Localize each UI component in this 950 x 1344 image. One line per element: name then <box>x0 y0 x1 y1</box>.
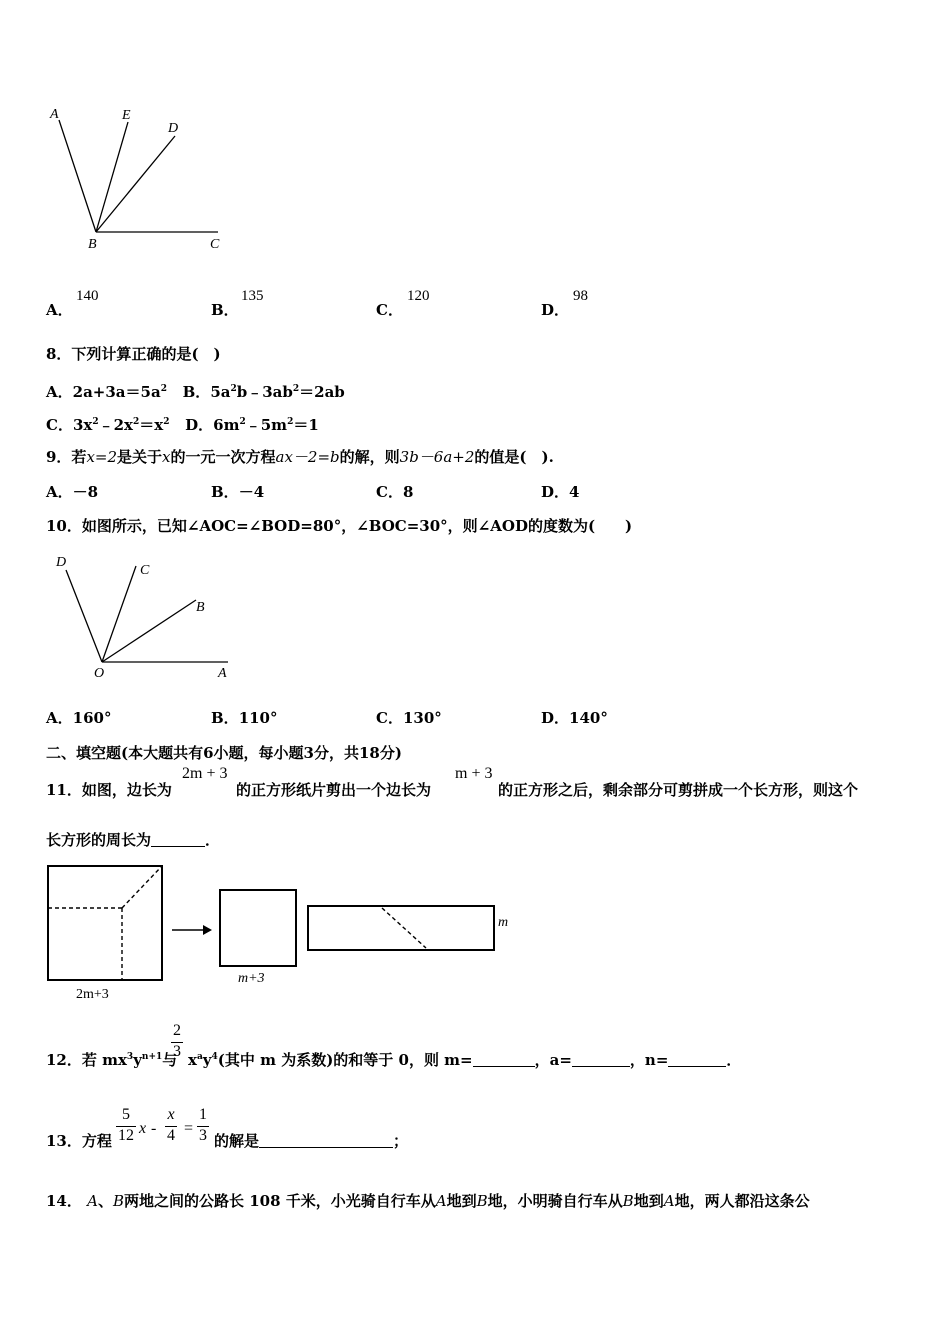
q10-option-c-value: 130° <box>402 709 442 727</box>
q9-mid3: 的解，则 <box>339 448 400 466</box>
q8-option-d-text: ＝1 <box>293 416 319 434</box>
q14-text4: 地到 <box>633 1192 664 1210</box>
q13-prefix: 13．方程 <box>46 1132 112 1150</box>
q9-option-a[interactable] <box>46 482 98 502</box>
q11-side1: 2m + 3 <box>182 765 228 782</box>
q10-option-b-letter[interactable]: B． <box>211 709 239 727</box>
q12-a-blank[interactable] <box>572 1052 630 1067</box>
q14-B2: B <box>476 1192 488 1210</box>
q13-f3-num: 1 <box>199 1106 207 1123</box>
q13-end: ； <box>393 1132 409 1150</box>
q9-option-c-value: 8 <box>402 483 414 501</box>
q9-x-eq: x=2 <box>86 448 118 466</box>
q12-suffix: (其中 m 为系数)的和等于 0，则 m= <box>217 1051 473 1069</box>
q8-option-c-text: ＝x <box>139 416 164 434</box>
q8-option-b-letter[interactable]: B． <box>182 383 211 401</box>
q14-text1: 两地之间的公路长 108 千米，小光骑自行车从 <box>124 1192 436 1210</box>
q12-stem <box>46 1047 177 1070</box>
q13-answer-blank[interactable] <box>259 1133 393 1148</box>
q9-mid2: 的一元一次方程 <box>170 448 276 466</box>
q8-option-b-text: b﹣3ab <box>236 383 293 401</box>
q9-option-b-letter[interactable]: B． <box>211 483 239 501</box>
q12-sup-b: n+1 <box>141 1052 163 1062</box>
q11-mid: 的正方形纸片剪出一个边长为 <box>236 781 432 799</box>
q8-option-d-text: 6m <box>213 416 240 434</box>
label-C: C <box>210 237 220 252</box>
small-square <box>220 890 296 966</box>
q9-suffix: 的值是( ). <box>474 448 554 466</box>
big-square <box>48 866 162 980</box>
q8-option-a-text: 2a+3a＝5a <box>72 383 161 401</box>
result-rectangle <box>308 906 494 950</box>
label-B: B <box>88 237 97 252</box>
q8-sup: 2 <box>230 384 237 394</box>
label-A: A <box>218 666 227 681</box>
q10-option-d[interactable] <box>541 708 608 728</box>
q13-frac2 <box>165 1106 177 1145</box>
q12-fraction <box>171 1022 183 1061</box>
ray-BE <box>96 122 128 232</box>
q14-text5: 地，两人都沿这条公 <box>674 1192 810 1210</box>
q8-option-d-letter[interactable]: D． <box>185 416 214 434</box>
q10-option-b-value: 110° <box>238 709 278 727</box>
rect-label: m <box>498 915 509 930</box>
label-C: C <box>140 563 150 578</box>
label-O: O <box>94 666 105 681</box>
q9-mid1: 是关于 <box>117 448 163 466</box>
q13-f2-num: x <box>167 1106 175 1123</box>
q11-answer-blank[interactable] <box>151 832 205 847</box>
q13-f1-den: 12 <box>118 1127 134 1144</box>
q12-sup-c: a <box>196 1052 203 1062</box>
q7-option-b-value: 135 <box>241 288 264 304</box>
q11-suffix: 的正方形之后，剩余部分可剪拼成一个长方形，则这个 <box>498 781 859 799</box>
q8-sup: 2 <box>239 417 246 427</box>
q12-mid: 与 <box>162 1051 178 1069</box>
q14-A2: A <box>435 1192 447 1210</box>
q14-B: B <box>112 1192 124 1210</box>
q11-figure <box>40 858 520 1006</box>
rect-dash <box>382 908 426 948</box>
q12-sup-d: 4 <box>211 1052 218 1062</box>
q10-option-b[interactable] <box>211 708 278 728</box>
q9-option-d-value: 4 <box>569 483 580 501</box>
q14-prefix: 14． <box>46 1192 82 1210</box>
q10-option-c[interactable] <box>376 708 442 728</box>
q13-frac1 <box>116 1106 136 1145</box>
ray-OD <box>66 570 102 662</box>
q9-option-d-letter[interactable]: D． <box>541 483 570 501</box>
q13-x: x <box>139 1120 147 1137</box>
q9-option-a-value: －8 <box>72 483 99 501</box>
q14-A: A <box>87 1192 98 1210</box>
q8-row2 <box>46 412 319 435</box>
q10-option-d-letter[interactable]: D． <box>541 709 570 727</box>
q9-stem <box>46 447 554 467</box>
ray-OC <box>102 566 136 662</box>
arrow-head <box>203 925 212 935</box>
q14-text3: 地，小明骑自行车从 <box>487 1192 623 1210</box>
q14-B3: B <box>622 1192 634 1210</box>
q13-eq: = <box>184 1120 194 1137</box>
ray-OB <box>102 600 196 662</box>
q8-row1 <box>46 379 345 402</box>
q12-frac-num: 2 <box>173 1022 181 1039</box>
q9-option-c-letter[interactable]: C． <box>376 483 403 501</box>
q7-option-b-letter[interactable]: B． <box>211 301 239 319</box>
q7-option-c-value: 120 <box>407 288 430 304</box>
label-B: B <box>196 600 205 615</box>
q8-option-d-text: ﹣5m <box>245 416 288 434</box>
q11-line2-end: ． <box>205 831 221 849</box>
q12-term: x <box>188 1051 197 1069</box>
q14-A3: A <box>663 1192 675 1210</box>
q9-expression: 3b－6a+2 <box>399 448 475 466</box>
label-E: E <box>122 108 131 123</box>
q13-minus: - <box>151 1120 157 1137</box>
q12-prefix: 12．若 mx <box>46 1051 127 1069</box>
q13-f3-den: 3 <box>199 1127 207 1144</box>
q8-option-c-letter[interactable]: C． <box>46 416 73 434</box>
q9-option-b[interactable] <box>211 482 264 502</box>
q8-sup: 2 <box>160 384 167 394</box>
q8-sup: 2 <box>292 384 300 394</box>
q8-sup: 2 <box>92 417 99 427</box>
q9-option-b-value: －4 <box>238 483 265 501</box>
q9-option-c[interactable] <box>376 482 413 502</box>
q11-line2 <box>46 830 220 850</box>
q12-y: y <box>133 1051 142 1069</box>
q9-equation: ax－2=b <box>275 448 340 466</box>
q12-rest <box>188 1047 741 1070</box>
label-A: A <box>50 107 59 122</box>
q8-option-b-text: ＝2ab <box>299 383 345 401</box>
q10-option-a-letter[interactable]: A． <box>46 709 73 727</box>
q11-side2: m + 3 <box>455 765 493 782</box>
q7-option-a-letter[interactable]: A． <box>46 301 73 319</box>
q7-angle-figure <box>40 100 240 260</box>
q7-option-c-letter[interactable]: C． <box>376 301 403 319</box>
q11-prefix: 11．如图，边长为 <box>46 781 172 799</box>
q8-option-c-text: ﹣2x <box>98 416 133 434</box>
q13-suffix: 的解是 <box>214 1132 260 1150</box>
q9-option-d[interactable] <box>541 482 579 502</box>
small-square-label: m+3 <box>238 971 265 986</box>
q7-option-d-letter[interactable]: D． <box>541 301 570 319</box>
q8-sup: 2 <box>163 417 170 427</box>
q12-m-blank[interactable] <box>473 1052 535 1067</box>
q13-frac3 <box>197 1106 209 1145</box>
q11-line2-text: 长方形的周长为 <box>46 831 152 849</box>
ray-BA <box>59 120 96 232</box>
q10-stem: 10．如图所示，已知∠AOC=∠BOD=80°，∠BOC=30°，则∠AOD的度数为( ) <box>46 517 633 535</box>
q8-option-a-letter[interactable]: A． <box>46 383 73 401</box>
q12-sup-a: 3 <box>126 1052 134 1062</box>
q10-option-c-letter[interactable]: C． <box>376 709 403 727</box>
q7-option-a-value: 140 <box>76 288 99 304</box>
q12-frac-den: 3 <box>173 1043 181 1060</box>
q10-option-a[interactable] <box>46 708 111 728</box>
q14-stem <box>46 1191 810 1211</box>
q12-a-eq: ，a= <box>534 1051 572 1069</box>
q8-sup: 2 <box>287 417 294 427</box>
section-title: 二、填空题(本大题共有6小题，每小题3分，共18分) <box>46 744 402 762</box>
q10-option-d-value: 140° <box>569 709 608 727</box>
q12-y2: y <box>202 1051 212 1069</box>
label-D: D <box>56 555 67 570</box>
q13-f2-den: 4 <box>167 1127 175 1144</box>
q10-option-a-value: 160° <box>72 709 112 727</box>
q14-sep: 、 <box>97 1192 113 1210</box>
q12-n-blank[interactable] <box>668 1052 726 1067</box>
q8-sup: 2 <box>133 417 140 427</box>
q14-text2: 地到 <box>446 1192 477 1210</box>
q8-option-b-text: 5a <box>210 383 231 401</box>
q8-option-c-text: 3x <box>72 416 93 434</box>
label-D: D <box>168 121 179 136</box>
big-square-label: 2m+3 <box>76 987 109 1002</box>
q13-f1-num: 5 <box>122 1106 130 1123</box>
q9-prefix: 9．若 <box>46 448 87 466</box>
q10-angle-figure <box>40 548 240 688</box>
q7-option-d-value: 98 <box>573 288 588 304</box>
q12-end: ． <box>726 1051 742 1069</box>
q8-stem: 8．下列计算正确的是( ) <box>46 345 221 363</box>
q12-n-eq: ，n= <box>629 1051 669 1069</box>
q9-option-a-letter[interactable]: A． <box>46 483 73 501</box>
q13-rest <box>214 1131 408 1151</box>
q9-x: x <box>162 448 171 466</box>
cut-line-diag <box>122 866 162 908</box>
ray-BD <box>96 136 175 232</box>
